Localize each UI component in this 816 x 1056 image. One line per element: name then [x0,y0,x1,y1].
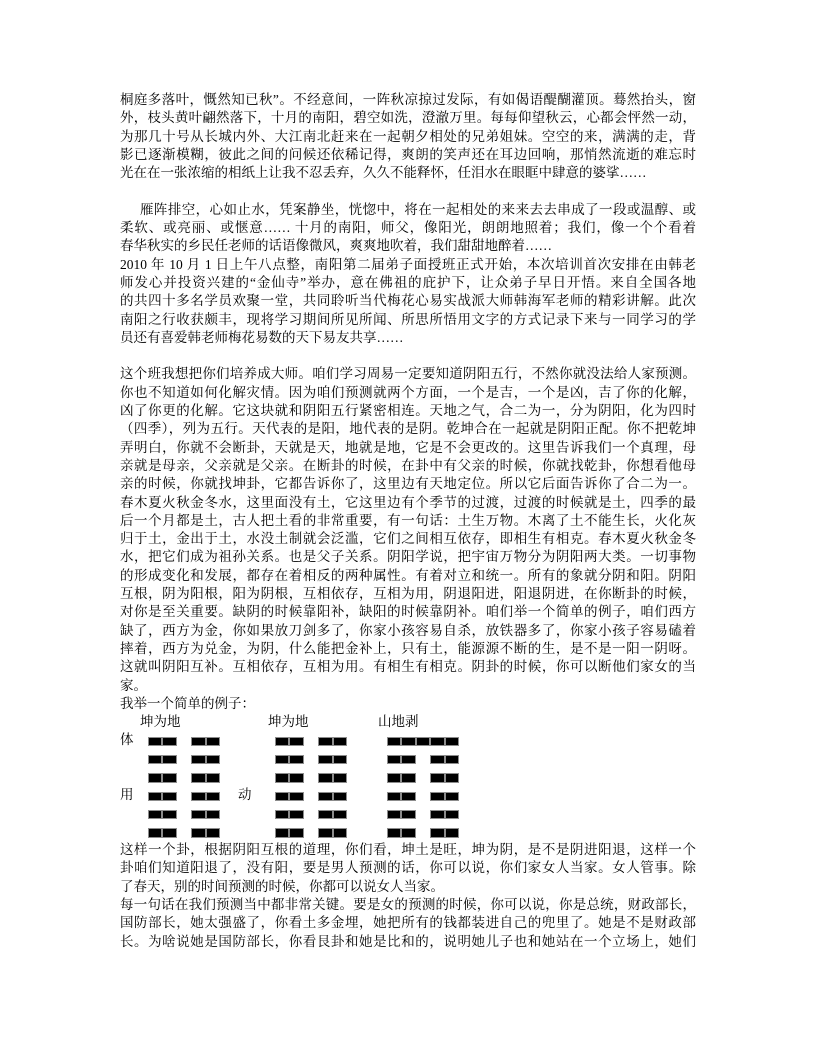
hexagram-line [387,755,459,763]
hexagram-titles [120,713,696,731]
text-line: 春华秋实的乡民任老师的话语像微风，爽爽地吹着，我们甜甜地醉着…… [120,238,552,254]
text-line: 凶了你更的化解。它这块就和阴阳五行紧密相连。天地之气，合二为一，分为阴阳，化为四时 [120,403,696,419]
text-line: 师发心并投资兴建的“金仙寺”举办，意在佛祖的庇护下，让众弟子早日开悟。来自全国各地 [120,274,696,290]
reflection-paragraph [120,201,696,256]
text-line: 的共四十多名学员欢聚一堂，共同聆听当代梅花心易实战派大师韩海军老师的精彩讲解。此次 [120,293,696,309]
text-line: 为那几十号从长城内外、大江南北赶来在一起朝夕相处的兄弟姐妹。空空的来，满满的走，背 [120,128,696,144]
text-line: 柔软、或亮丽、或惬意…… 十月的南阳，师父，像阳光，朗朗地照着；我们，像一个个看着 [120,220,696,236]
text-line: 互根，阴为阳根，阳为阴根，互相依存，互相为用，阴退阳进，阳退阴进，在你断卦的时候， [120,586,696,602]
hexagram-title: 山地剥 [378,714,419,730]
text-line: 员还有喜爱韩老师梅花易数的天下易友共享…… [120,329,404,345]
hexagram-line [148,755,220,763]
hexagram-line [387,828,459,836]
hexagram-line [148,773,220,781]
hexagram-title: 坤为地 [140,714,181,730]
hexagram-row [120,786,696,804]
text-line: 摔着，西方为兑金，为阴，什么能把金补上，只有土，能源源不断的生，是不是一阳一阴呀。 [120,640,696,656]
intro-paragraph [120,91,696,182]
text-line: 亲的时候，你就找坤卦，它都告诉你了，这里边有天地定位。所以它后面告诉你了合二为一。 [120,476,696,492]
text-line: 家。 [120,677,147,693]
hexagram-row [120,805,696,823]
text-line: 国防部长，她太强盛了，你看土多金埋，她把所有的钱都装进自己的兜里了。她是不是财政部 [120,915,696,931]
text-line: 后一个月都是土，古人把土看的非常重要，有一句话：土生万物。木离了土不能生长，火化灰 [120,512,696,528]
text-line: 这就叫阴阳互补。互相依存，互相为用。有相生有相克。阴卦的时候，你可以断他们家女的当 [120,659,696,675]
blank-line [120,182,696,200]
hexagram-line [148,828,220,836]
hexagram-line [387,737,459,745]
text-line: 2010 年 10 月 1 日上午八点整，南阳第二届弟子面授班正式开始，本次培训首次安排在由韩老 [120,256,696,272]
hexagram-line [275,792,347,800]
text-line: 桐庭多落叶，慨然知已秋”。不经意间，一阵秋凉掠过发际，有如偈语醍醐灌顶。蓦然抬头，窗 [120,92,696,107]
hexagram-line [148,737,220,745]
event-paragraph [120,256,696,347]
text-line: 这样一个卦，根据阴阳互根的道理，你们看，坤土是旺，坤为阴，是不是阴进阳退，这样一个 [120,842,696,858]
hexagram-line [275,737,347,745]
hexagram-line [148,792,220,800]
text-line: 光在在一张浓缩的相纸上让我不忍丢弃，久久不能释怀，任泪水在眼眶中肆意的婆挲…… [120,165,647,181]
function-label: 用 [120,787,134,803]
lecture-paragraph [120,365,696,694]
text-line: 对你是至关重要。缺阴的时候靠阳补，缺阳的时候靠阴补。咱们举一个简单的例子，咱们西方 [120,604,696,620]
hexagram-row [120,731,696,749]
hexagram-line [387,773,459,781]
body-label: 体 [120,732,134,748]
hexagram-row [120,823,696,841]
hexagram-title: 坤为地 [268,714,309,730]
text-line: （四季），列为五行。天代表的是阳，地代表的是阴。乾坤合在一起就是阴阳正配。你不把乾坤 [120,421,696,437]
text-line: 春木夏火秋金冬水，这里面没有土，它这里边有个季节的过渡，过渡的时候就是土，四季的最 [120,494,696,510]
hexagram-line [148,810,220,818]
hexagram-line [387,792,459,800]
hexagram-line [275,828,347,836]
text-line: 长。为啥说她是国防部长，你看艮卦和她是比和的，说明她儿子也和她站在一个立场上，她们 [120,933,696,949]
analysis-paragraph [120,841,696,896]
text-line: 雁阵排空，心如止水，凭案静坐，恍惚中，将在一起相处的来来去去串成了一段或温醇、或 [140,201,696,217]
hexagram-row [120,750,696,768]
text-line: 弄明白，你就不会断卦，天就是天，地就是地，它是不会更改的。这里告诉我们一个真理，母 [120,439,696,455]
document-body [120,91,696,951]
hexagram-line [275,773,347,781]
text-line: 缺了，西方为金，你如果放刀剑多了，你家小孩容易自杀，放铁器多了，你家小孩子容易磕着 [120,622,696,638]
text-line: 你也不知道如何化解灾情。因为咱们预测就两个方面，一个是吉，一个是凶，吉了你的化解， [120,384,696,400]
hexagram-line [275,810,347,818]
text-line: 外，枝头黄叶翩然落下，十月的南阳，碧空如洗，澄澈万里。每每仰望秋云，心都会怦然一动， [120,110,696,126]
example-intro: 我举一个简单的例子： [120,695,255,711]
hexagram-diagram [120,713,696,841]
text-line: 水，把它们成为祖孙关系。也是父子关系。阴阳学说，把宇宙万物分为阴阳两大类。一切事物 [120,549,696,565]
hexagram-row [120,768,696,786]
text-line: 亲就是母亲，父亲就是父亲。在断卦的时候，在卦中有父亲的时候，你就找乾卦，你想看他母 [120,457,696,473]
blank-line [120,347,696,365]
moving-label: 动 [238,787,252,803]
text-line: 影已逐渐模糊，彼此之间的问候还依稀记得，爽朗的笑声还在耳边回响，那悄然流逝的难忘时 [120,146,696,162]
text-line: 这个班我想把你们培养成大师。咱们学习周易一定要知道阴阳五行，不然你就没法给人家预测。 [120,366,696,382]
closing-paragraph [120,896,696,951]
text-line: 南阳之行收获颇丰，现将学习期间所见所闻、所思所悟用文字的方式记录下来与一同学习的学 [120,311,696,327]
hexagram-line [387,810,459,818]
hexagram-line [275,755,347,763]
text-line: 归于土，金出于土，水没土制就会泛滥，它们之间相互依存，即相生有相克。春木夏火秋金冬 [120,531,696,547]
text-line: 了春天，别的时间预测的时候，你都可以说女人当家。 [120,878,444,894]
text-line: 卦咱们知道阳退了，没有阳，要是男人预测的话，你可以说，你们家女人当家。女人管事。除 [120,860,696,876]
text-line: 的形成变化和发展，都存在着相反的两种属性。有着对立和统一。所有的象就分阴和阳。阴阳 [120,567,696,583]
text-line: 每一句话在我们预测当中都非常关键。要是女的预测的时候，你可以说，你是总统，财政部长， [120,897,696,913]
